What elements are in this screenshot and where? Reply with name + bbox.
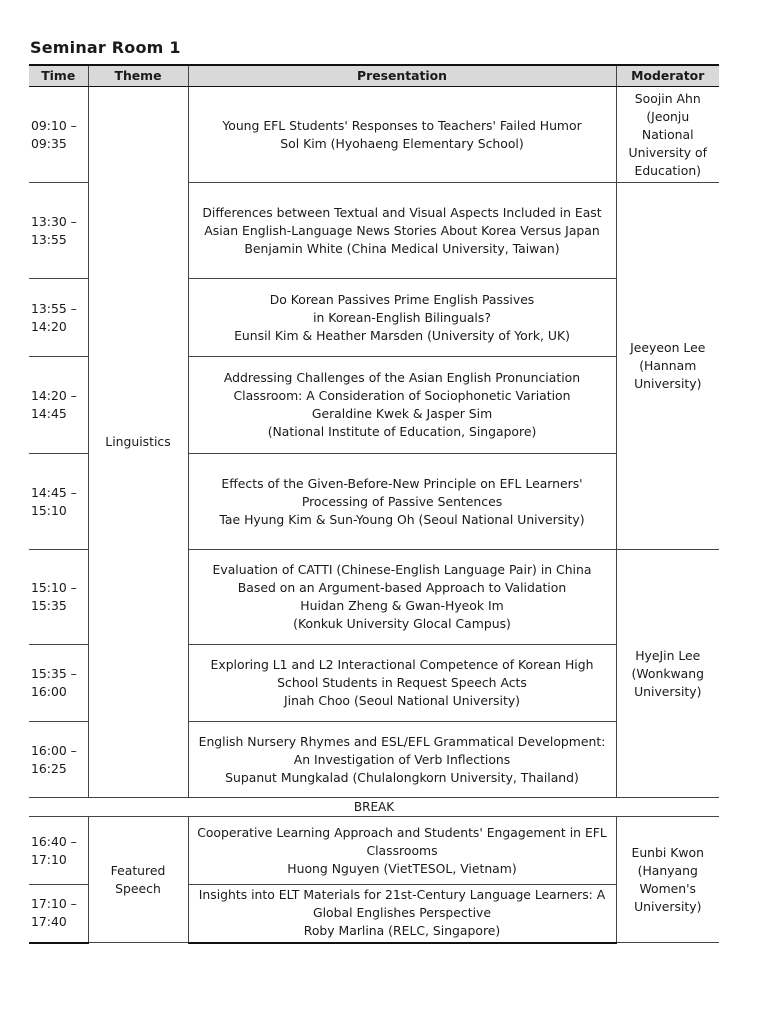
moderator-cell: Soojin Ahn (Jeonju National University of Education)	[616, 87, 719, 183]
break-row	[29, 798, 719, 817]
theme-cell-featured: Featured Speech	[88, 817, 188, 943]
moderator-cell: Eunbi Kwon (Hanyang Women's University)	[616, 817, 719, 943]
break-cell: BREAK	[29, 798, 719, 817]
theme-cell-linguistics: Linguistics	[88, 87, 188, 798]
presentation-cell: Cooperative Learning Approach and Students' Engagement in EFL Classrooms Huong Nguyen (VietTESOL, Vietnam)	[188, 817, 616, 885]
time-cell: 15:10 – 15:35	[29, 550, 88, 645]
time-cell: 09:10 – 09:35	[29, 87, 88, 183]
presentation-cell: Addressing Challenges of the Asian English Pronunciation Classroom: A Consideration of Sociophonetic Variation Geraldine Kwek & Jasper Sim (National Institute of Education, Singapore)	[188, 357, 616, 454]
table-row	[29, 817, 719, 885]
time-cell: 16:00 – 16:25	[29, 722, 88, 798]
time-cell: 15:35 – 16:00	[29, 645, 88, 722]
table-row	[29, 87, 719, 183]
presentation-cell: Insights into ELT Materials for 21st-Century Language Learners: A Global Englishes Perspective Roby Marlina (RELC, Singapore)	[188, 885, 616, 943]
header-theme: Theme	[88, 65, 188, 87]
time-cell: 13:30 – 13:55	[29, 183, 88, 279]
presentation-cell: Differences between Textual and Visual Aspects Included in East Asian English-Language News Stories About Korea Versus Japan Benjamin White (China Medical University, Taiwan)	[188, 183, 616, 279]
time-cell: 14:20 – 14:45	[29, 357, 88, 454]
header-time: Time	[29, 65, 88, 87]
header-moderator: Moderator	[616, 65, 719, 87]
header-presentation: Presentation	[188, 65, 616, 87]
time-cell: 14:45 – 15:10	[29, 454, 88, 550]
presentation-cell: Do Korean Passives Prime English Passives in Korean-English Bilinguals? Eunsil Kim & Heather Marsden (University of York, UK)	[188, 279, 616, 357]
time-cell: 13:55 – 14:20	[29, 279, 88, 357]
presentation-cell: Young EFL Students' Responses to Teachers' Failed Humor Sol Kim (Hyohaeng Elementary School)	[188, 87, 616, 183]
time-cell: 17:10 – 17:40	[29, 885, 88, 943]
presentation-cell: Exploring L1 and L2 Interactional Competence of Korean High School Students in Request Speech Acts Jinah Choo (Seoul National University)	[188, 645, 616, 722]
schedule-table	[29, 64, 719, 944]
presentation-cell: Evaluation of CATTI (Chinese-English Language Pair) in China Based on an Argument-based Approach to Validation Huidan Zheng & Gwan-Hyeok Im (Konkuk University Glocal Campus)	[188, 550, 616, 645]
time-cell: 16:40 – 17:10	[29, 817, 88, 885]
moderator-cell: HyeJin Lee (Wonkwang University)	[616, 550, 719, 798]
moderator-cell: Jeeyeon Lee (Hannam University)	[616, 183, 719, 550]
presentation-cell: English Nursery Rhymes and ESL/EFL Grammatical Development: An Investigation of Verb Inflections Supanut Mungkalad (Chulalongkorn University, Thailand)	[188, 722, 616, 798]
page-title: Seminar Room 1	[30, 38, 181, 57]
header-row	[29, 65, 719, 87]
presentation-cell: Effects of the Given-Before-New Principle on EFL Learners' Processing of Passive Sentences Tae Hyung Kim & Sun-Young Oh (Seoul National University)	[188, 454, 616, 550]
